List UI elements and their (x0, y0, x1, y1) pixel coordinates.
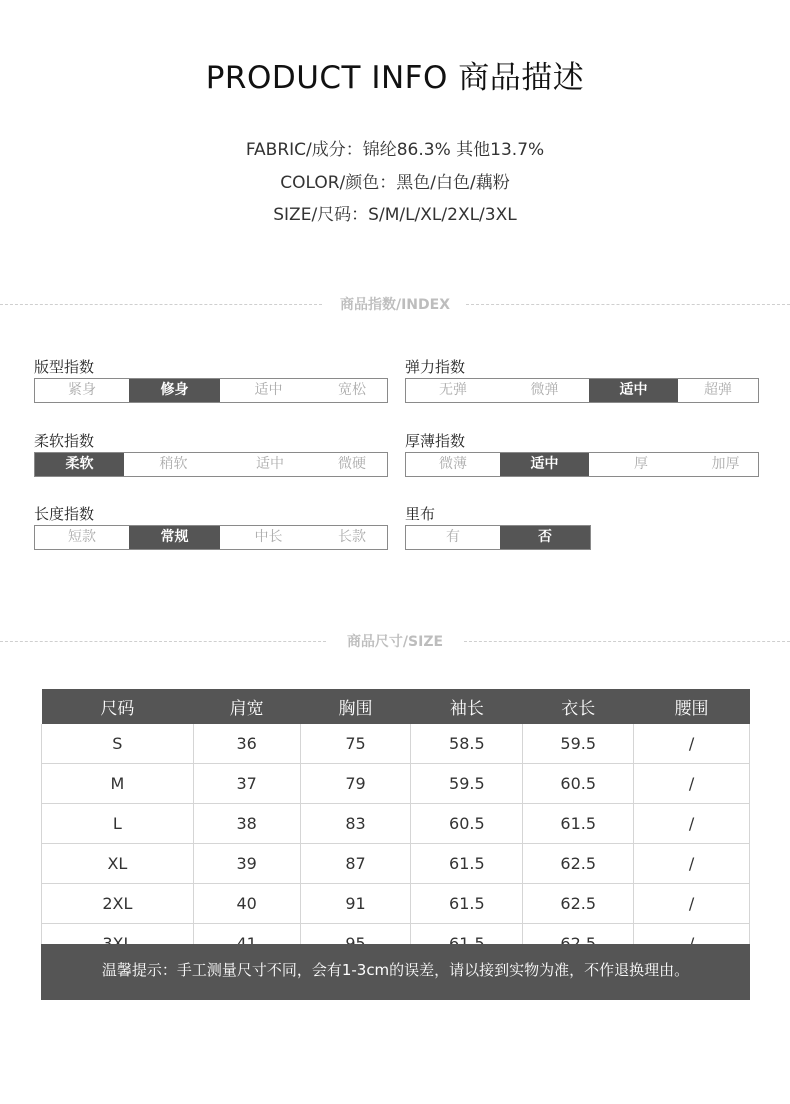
table-cell: M (42, 764, 194, 804)
table-cell: 62.5 (523, 884, 634, 924)
table-cell: 60.5 (411, 804, 523, 844)
index-option-selected: 否 (500, 526, 590, 549)
table-cell: 91 (300, 884, 411, 924)
index-option-selected: 适中 (589, 379, 678, 402)
index-group-lining (405, 503, 591, 550)
index-bar (405, 452, 759, 477)
index-group-thickness (405, 430, 759, 477)
index-option: 宽松 (338, 382, 366, 398)
index-option: 中长 (254, 529, 283, 545)
index-group-softness (34, 430, 388, 477)
index-bar (405, 378, 759, 403)
index-group-name: 厚薄指数 (405, 432, 466, 450)
index-option: 超弹 (704, 382, 732, 398)
table-cell: / (634, 764, 750, 804)
table-cell: / (634, 724, 750, 764)
table-cell: 61.5 (411, 884, 523, 924)
color-info: COLOR/颜色：黑色/白色/藕粉 (280, 173, 510, 193)
column-header: 袖长 (411, 689, 523, 724)
divider-line-right (464, 641, 790, 642)
index-bar (34, 525, 388, 550)
table-cell: 62.5 (523, 844, 634, 884)
index-option: 紧身 (68, 382, 96, 398)
table-cell: / (634, 884, 750, 924)
table-cell: 61.5 (411, 844, 523, 884)
column-header: 衣长 (523, 689, 634, 724)
index-option: 稍软 (159, 456, 188, 472)
index-section-label: 商品指数/INDEX (339, 297, 451, 313)
table-cell: 79 (300, 764, 411, 804)
table-cell: 60.5 (523, 764, 634, 804)
size-info: SIZE/尺码：S/M/L/XL/2XL/3XL (273, 205, 517, 225)
index-bar (34, 378, 388, 403)
table-cell: 59.5 (523, 724, 634, 764)
table-cell: 2XL (42, 884, 194, 924)
index-group-name: 版型指数 (34, 358, 95, 376)
index-option-selected: 修身 (129, 379, 220, 402)
index-option-selected: 适中 (500, 453, 589, 476)
table-row (42, 804, 750, 844)
table-cell: 38 (193, 804, 300, 844)
column-header: 尺码 (42, 689, 194, 724)
table-cell: 37 (193, 764, 300, 804)
index-group-name: 柔软指数 (34, 432, 95, 450)
index-bar (34, 452, 388, 477)
table-cell: 58.5 (411, 724, 523, 764)
table-cell: / (634, 804, 750, 844)
table-cell: 83 (300, 804, 411, 844)
table-cell: L (42, 804, 194, 844)
divider-line-right (466, 304, 790, 305)
table-cell: 40 (193, 884, 300, 924)
index-group-name: 弹力指数 (405, 358, 466, 376)
column-header: 腰围 (634, 689, 750, 724)
index-option: 长款 (338, 529, 366, 545)
index-bar (405, 525, 591, 550)
table-header-row (42, 689, 750, 724)
column-header: 肩宽 (193, 689, 300, 724)
table-cell: 36 (193, 724, 300, 764)
index-option: 微薄 (439, 456, 467, 472)
index-option: 微弹 (530, 382, 559, 398)
table-cell: 39 (193, 844, 300, 884)
page-title: PRODUCT INFO 商品描述 (205, 60, 585, 96)
table-cell: 75 (300, 724, 411, 764)
table-row (42, 724, 750, 764)
index-option-selected: 常规 (129, 526, 220, 549)
table-cell: XL (42, 844, 194, 884)
table-row (42, 764, 750, 804)
index-option: 适中 (256, 456, 284, 472)
index-group-length (34, 503, 388, 550)
column-header: 胸围 (300, 689, 411, 724)
index-group-elasticity (405, 356, 759, 403)
fabric-info: FABRIC/成分：锦纶86.3% 其他13.7% (245, 140, 545, 160)
index-option: 加厚 (711, 456, 740, 472)
index-option: 适中 (254, 382, 283, 398)
table-cell: S (42, 724, 194, 764)
index-option: 无弹 (439, 382, 467, 398)
index-group-name: 里布 (405, 505, 436, 523)
index-option: 厚 (634, 456, 648, 472)
index-option: 短款 (68, 529, 96, 545)
size-section-label: 商品尺寸/SIZE (346, 634, 444, 650)
index-divider (0, 295, 790, 315)
table-row (42, 884, 750, 924)
index-option-selected: 柔软 (35, 453, 124, 476)
measurement-note: 温馨提示：手工测量尺寸不同，会有1-3cm的误差，请以接到实物为准，不作退换理由。 (41, 944, 750, 1000)
index-option: 微硬 (338, 456, 366, 472)
index-option: 有 (446, 529, 460, 545)
index-group-name: 长度指数 (34, 505, 95, 523)
table-cell: 59.5 (411, 764, 523, 804)
table-cell: / (634, 844, 750, 884)
table-row (42, 844, 750, 884)
index-group-fit (34, 356, 388, 403)
size-divider (0, 632, 790, 652)
table-cell: 87 (300, 844, 411, 884)
table-cell: 61.5 (523, 804, 634, 844)
size-table (41, 689, 750, 964)
